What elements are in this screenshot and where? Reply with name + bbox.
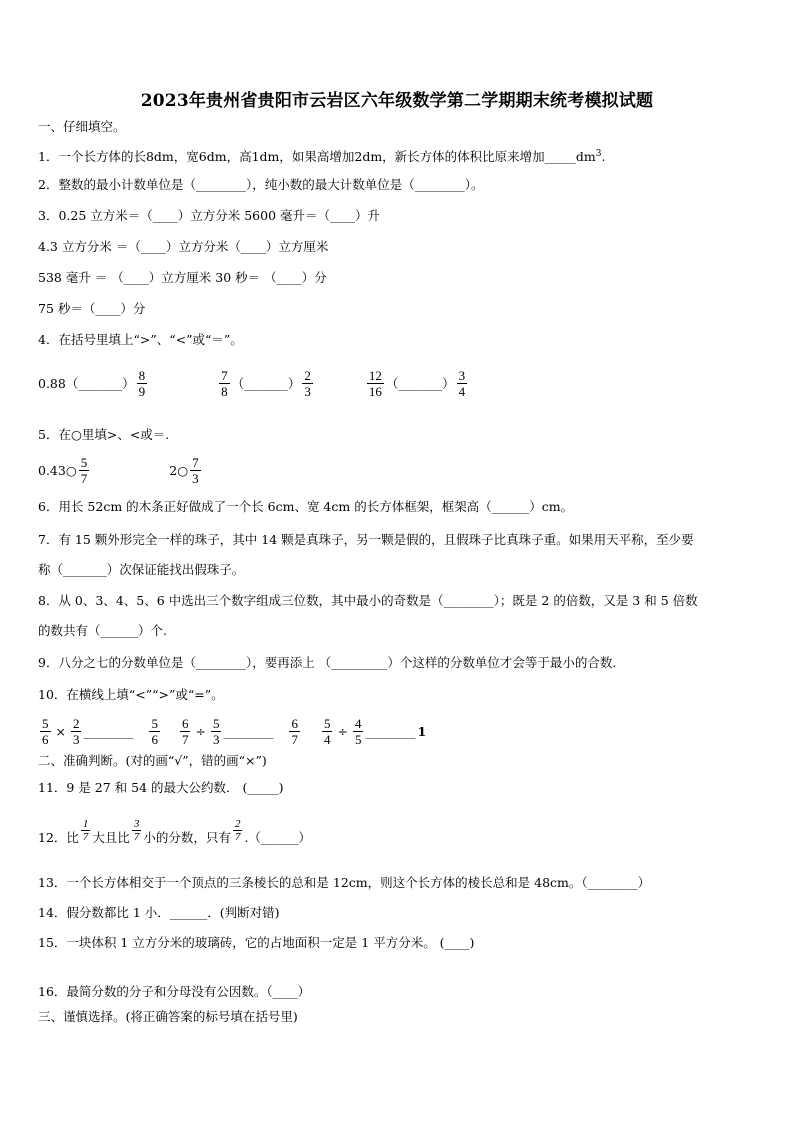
question-16: 16．最简分数的分子和分母没有公因数。（____） xyxy=(38,984,311,999)
question-5: 5．在○里填>、<或＝. xyxy=(38,427,170,442)
q10-blank-1: ________ xyxy=(83,723,134,739)
question-9: 9．八分之七的分数单位是（________），要再添上 （_________）个这样的分数单位才会等于最小的合数. xyxy=(38,655,617,670)
q12-suffix: .（______） xyxy=(244,830,311,845)
q10-operator-2: ÷ xyxy=(195,723,206,739)
q10-fraction-8: $\frac{4}{5}$ xyxy=(354,716,362,747)
q12-fraction-1: $\frac{1}{7}$ xyxy=(82,818,89,843)
q4-a-fraction: $\frac{8}{9}$ xyxy=(138,368,146,399)
section-heading-2: 二、准确判断。(对的画“√”，错的画“×”) xyxy=(38,753,267,768)
q10-blank-3: ________ xyxy=(365,723,416,739)
q5-a-left: 0.43○ xyxy=(38,462,77,478)
q10-fraction-7: $\frac{5}{4}$ xyxy=(323,716,331,747)
question-1-end: . xyxy=(601,149,606,165)
q10-fraction-4: $\frac{6}{7}$ xyxy=(181,716,189,747)
q4-c-blank: （_______） xyxy=(385,375,455,391)
q12-mid-2: 小的分数，只有 xyxy=(143,830,231,845)
question-2: 2．整数的最小计数单位是（________），纯小数的最大计数单位是（________）。 xyxy=(38,177,484,192)
question-6: 6．用长 52cm 的木条正好做成了一个长 6cm、宽 4cm 的长方体框架，框架高（______）cm。 xyxy=(38,499,574,514)
question-10-items xyxy=(38,716,426,747)
q10-fraction-3: $\frac{5}{6}$ xyxy=(151,716,158,747)
q4-a-left: 0.88（_______） xyxy=(38,375,135,391)
question-3a: 3．0.25 立方米＝（____）立方分米 5600 毫升＝（____）升 xyxy=(38,208,381,223)
q10-tail: 1 xyxy=(417,723,427,739)
section-heading-1: 一、仔细填空。 xyxy=(38,119,126,134)
question-4: 4．在括号里填上“>”、“<”或“＝”。 xyxy=(38,332,243,347)
q5-a-fraction: $\frac{5}{7}$ xyxy=(80,455,88,486)
question-1-superscript: 3 xyxy=(595,149,602,159)
q12-fraction-3: $\frac{2}{7}$ xyxy=(234,818,241,843)
q10-fraction-1: $\frac{5}{6}$ xyxy=(42,716,49,747)
q4-c-fraction-left: $\frac{12}{16}$ xyxy=(368,368,382,399)
question-13: 13．一个长方体相交于一个顶点的三条棱长的总和是 12cm，则这个长方体的棱长总和是 48cm。（________） xyxy=(38,875,651,890)
question-12 xyxy=(38,818,311,847)
question-8a: 8．从 0、3、4、5、6 中选出三个数字组成三位数，其中最小的奇数是（________）；既是 2 的倍数，又是 3 和 5 倍数 xyxy=(38,593,698,608)
q10-fraction-6: $\frac{6}{7}$ xyxy=(291,716,298,747)
question-3c: 538 毫升 ＝ （____）立方厘米 30 秒＝ （____）分 xyxy=(38,270,327,285)
question-1 xyxy=(38,145,606,166)
question-7b: 称（_______）次保证能找出假珠子。 xyxy=(38,562,245,577)
q4-b-fraction-right: $\frac{2}{3}$ xyxy=(304,368,311,399)
question-3d: 75 秒＝（____）分 xyxy=(38,301,146,316)
q10-operator-1: × xyxy=(55,723,66,739)
question-1-text: 1．一个长方体的长8dm，宽6dm，高1dm，如果高增加2dm，新长方体的体积比原来增加_____dm xyxy=(38,149,596,165)
question-7a: 7．有 15 颗外形完全一样的珠子，其中 14 颗是真珠子，另一颗是假的，且假珠子比真珠子重。如果用天平称，至少要 xyxy=(38,532,694,547)
q4-b-blank: （_______） xyxy=(231,375,301,391)
section-heading-3: 三、谨慎选择。(将正确答案的标号填在括号里) xyxy=(38,1009,298,1024)
page-title: 2023年贵州省贵阳市云岩区六年级数学第二学期期末统考模拟试题 xyxy=(140,91,654,111)
q12-mid-1: 大且比 xyxy=(92,830,130,845)
q4-b-fraction-left: $\frac{7}{8}$ xyxy=(221,368,228,399)
question-11: 11．9 是 27 和 54 的最大公约数． (_____) xyxy=(38,780,284,795)
question-14: 14．假分数都比 1 小．______．(判断对错) xyxy=(38,905,280,920)
q5-b-fraction: $\frac{7}{3}$ xyxy=(192,455,199,486)
question-4-items xyxy=(38,368,469,399)
question-8b: 的数共有（______）个. xyxy=(38,623,167,638)
question-15: 15．一块体积 1 立方分米的玻璃砖，它的占地面积一定是 1 平方分米。 (____) xyxy=(38,935,475,950)
question-5-items xyxy=(38,455,203,486)
q10-fraction-2: $\frac{2}{3}$ xyxy=(72,716,80,747)
q12-prefix: 12．比 xyxy=(38,830,79,845)
q10-operator-3: ÷ xyxy=(337,723,348,739)
question-10: 10．在横线上填“<”“>”或“=”。 xyxy=(38,687,224,702)
q4-c-fraction-right: $\frac{3}{4}$ xyxy=(458,368,466,399)
q10-fraction-5: $\frac{5}{3}$ xyxy=(212,716,220,747)
q12-fraction-2: $\frac{3}{7}$ xyxy=(133,818,140,843)
q5-b-left: 2○ xyxy=(169,462,189,478)
q10-blank-2: ________ xyxy=(223,723,274,739)
question-3b: 4.3 立方分米 ＝（____）立方分米（____）立方厘米 xyxy=(38,239,329,254)
